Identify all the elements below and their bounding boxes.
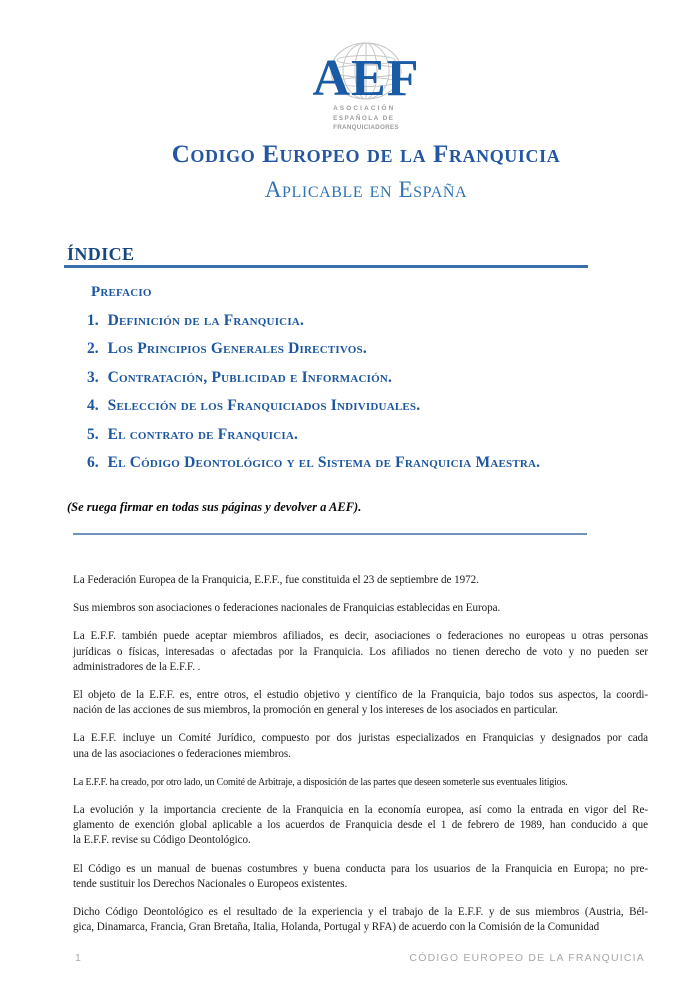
paragraph-line: glamento de exención global aplicable a los acuerdos de Franquicia desde el 1 de febrero de 1989, han conducido a que xyxy=(73,819,648,832)
footer-doc-title: CÓDIGO EUROPEO DE LA FRANQUICIA xyxy=(409,952,645,964)
toc-item xyxy=(87,426,540,443)
toc-item-label: Selección de los Franquiciados Individuales. xyxy=(107,397,421,415)
toc-item xyxy=(87,340,540,357)
paragraph-line: la E.F.F. revise su Código Deontológico. xyxy=(73,834,251,847)
paragraph xyxy=(73,803,648,849)
paragraph-line: una de las asociaciones o federaciones miembros. xyxy=(73,747,291,760)
logo-acronym: AEF xyxy=(312,50,420,107)
toc-item-number: 2. xyxy=(87,340,99,358)
paragraph xyxy=(73,775,648,790)
logo-mark xyxy=(281,42,451,107)
toc-item-number: 4. xyxy=(87,397,99,415)
paragraph xyxy=(73,601,648,616)
paragraph-line: Sus miembros son asociaciones o federaciones nacionales de Franquicias establecidas en Europa. xyxy=(73,602,501,615)
toc-item xyxy=(87,369,540,386)
toc-item-label: Definición de la Franquicia. xyxy=(107,312,305,329)
paragraph xyxy=(73,862,648,892)
body-text xyxy=(73,573,648,948)
toc-preface: Prefacio xyxy=(91,284,152,300)
logo xyxy=(37,42,695,133)
document-title: Codigo Europeo de la Franquicia xyxy=(171,141,561,168)
paragraph xyxy=(73,629,648,675)
paragraph-line: La evolución y la importancia creciente de la Franquicia en la economía europea, así como la entrada en vigor del Re- xyxy=(73,804,648,817)
divider xyxy=(64,265,588,268)
paragraph-line: El Código es un manual de buenas costumbres y buena conducta para los usuarios de la Franquicia en Europa; no pre- xyxy=(73,862,648,875)
toc-list xyxy=(87,312,540,482)
paragraph-line: administradores de la E.F.F. . xyxy=(73,660,201,673)
logo-subtitle-line: ASOCIACIÓN xyxy=(333,105,396,112)
toc-item-number: 1. xyxy=(87,312,99,329)
paragraph-line: gica, Dinamarca, Francia, Gran Bretaña, Italia, Holanda, Portugal y RFA) de acuerdo con la Comisión de la Comunidad xyxy=(73,921,600,934)
toc-item-number: 6. xyxy=(87,453,99,471)
toc-item-label: Los Principios Generales Directivos. xyxy=(107,340,367,358)
toc-item-label: El contrato de Franquicia. xyxy=(107,425,299,443)
paragraph-line: jurídicas o físicas, interesadas o afectadas por la Franquicia. Los afiliados no tienen derecho de voto y no pueden ser xyxy=(73,645,648,658)
toc-item xyxy=(87,454,540,471)
page-footer xyxy=(75,952,645,964)
signature-note: (Se ruega firmar en todas sus páginas y devolver a AEF). xyxy=(67,500,362,514)
paragraph-line: Dicho Código Deontológico es el resultado de la experiencia y el trabajo de la E.F.F. y de sus miembros (Austria, Bél- xyxy=(73,906,648,919)
paragraph-line: nación de las acciones de sus miembros, la promoción en general y los intereses de los asociados en particular. xyxy=(73,704,558,717)
paragraph xyxy=(73,688,648,718)
divider xyxy=(73,533,587,535)
paragraph-line: La E.F.F. ha creado, por otro lado, un Comité de Arbitraje, a disposición de las partes que deseen someterle sus eventuales litigios. xyxy=(73,776,568,788)
logo-subtitle xyxy=(333,104,399,133)
toc-item-number: 5. xyxy=(87,425,99,443)
toc-item xyxy=(87,312,540,329)
paragraph xyxy=(73,905,648,935)
paragraph-line: La Federación Europea de la Franquicia, E.F.F., fue constituida el 23 de septiembre de 1972. xyxy=(73,574,479,586)
page-number: 1 xyxy=(75,952,83,964)
paragraph-line: tende sustituir los Derechos Nacionales o Europeos existentes. xyxy=(73,877,348,890)
toc-item-label: El Código Deontológico y el Sistema de Franquicia Maestra. xyxy=(107,453,541,471)
toc-item xyxy=(87,397,540,414)
toc-heading: ÍNDICE xyxy=(67,244,135,264)
toc-item-label: Contratación, Publicidad e Información. xyxy=(107,368,393,386)
toc-item-number: 3. xyxy=(87,368,99,386)
paragraph-line: La E.F.F. incluye un Comité Jurídico, compuesto por dos juristas especializados en Franquicias y designados por cada xyxy=(73,732,648,745)
logo-subtitle-line: ESPAÑOLA DE xyxy=(333,114,395,122)
document-subtitle: Aplicable en España xyxy=(264,177,468,202)
paragraph xyxy=(73,573,648,588)
paragraph xyxy=(73,731,648,761)
paragraph-line: La E.F.F. también puede aceptar miembros afiliados, es decir, asociaciones o federaciones no europeas u otras personas xyxy=(73,630,648,643)
logo-subtitle-line: FRANQUICIADORES xyxy=(333,124,399,131)
paragraph-line: El objeto de la E.F.F. es, entre otros, el estudio objetivo y científico de la Franquicia, bajo todos sus aspectos, la coordi- xyxy=(73,689,648,702)
